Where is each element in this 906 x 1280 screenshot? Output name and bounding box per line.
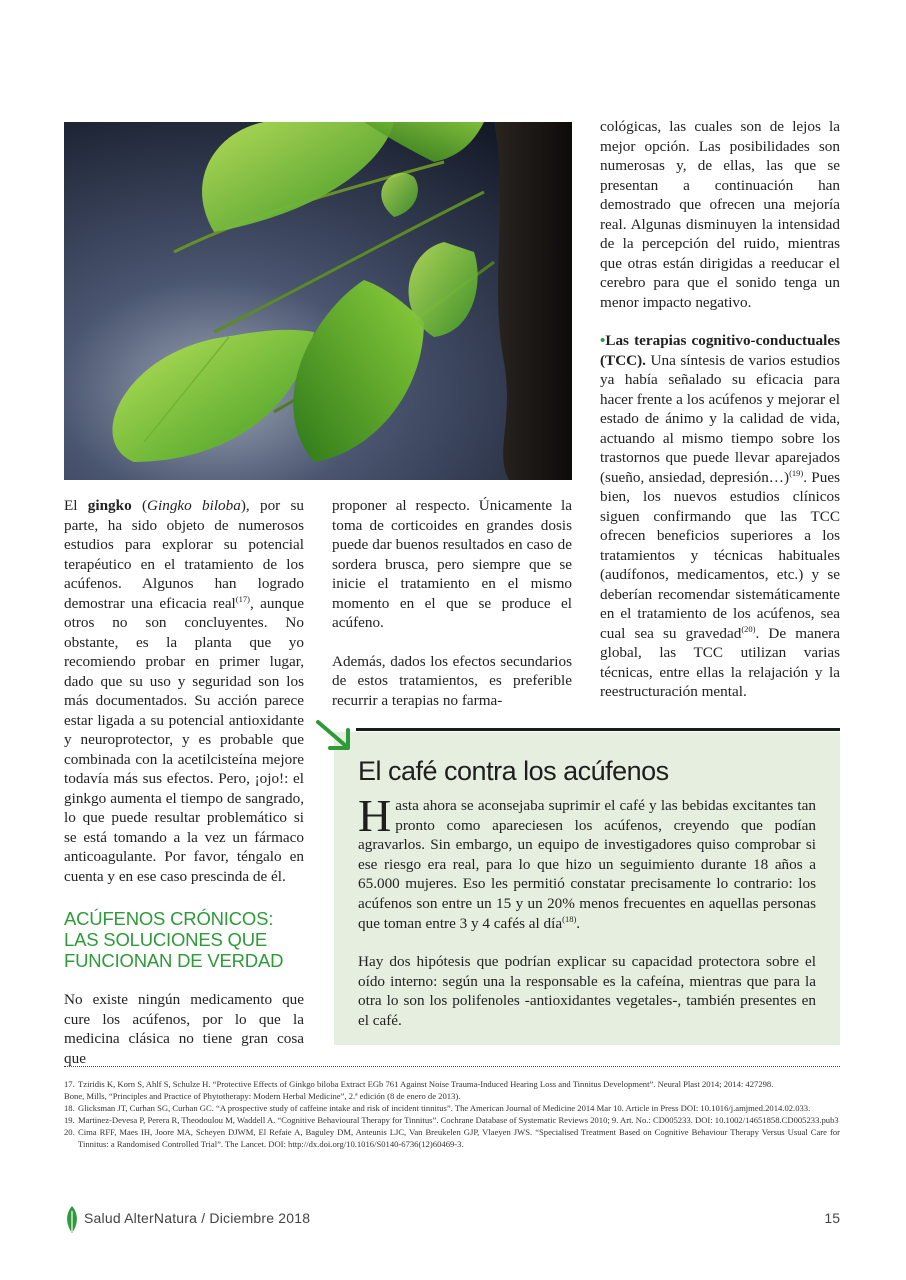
bullet-icon: • [600, 332, 606, 349]
reference-item: Bone, Mills, “Principles and Practice of Phytotherapy: Modern Herbal Medicine”, 2.ª edición (8 de enero de 2013). [64, 1091, 461, 1101]
reference-item: 17. Tziridis K, Korn S, Ahlf S, Schulze H. “Protective Effects of Ginkgo biloba Extract EGb 761 Against Noise Trauma-Induced Hearing Loss and Tinnitus Development”. Neural Plast 2014; 2014: 427298. [64, 1079, 774, 1089]
magazine-name: Salud AlterNatura / Diciembre 2018 [84, 1210, 311, 1226]
no-medication-paragraph: No existe ningún medicamento que cure los acúfenos, por lo que la medicina clásica no tiene gran cosa que [64, 991, 304, 1067]
ginkgo-leaves-illustration [64, 122, 572, 480]
side-effects-paragraph: Además, dados los efectos secundarios de estos tratamientos, es preferible recurrir a terapias no farma- [332, 652, 572, 709]
references-divider [64, 1066, 840, 1067]
reference-item: 18. Glicksman JT, Curhan SG, Curhan GC. “A prospective study of caffeine intake and risk of incident tinnitus”. The American Journal of Medicine 2014 Mar 10. Article in Press DOI: 10.1016/j.amjmed.2014.02.033. [64, 1103, 811, 1113]
reference-item: 19. Martinez-Devesa P, Perera R, Theodoulou M, Waddell A. “Cognitive Behavioural Therapy for Tinnitus”. Cochrane Database of Systematic Reviews 2010; 9. Art. No.: CD005233. DOI: 10.1002/14651858.CD005233.pub3 [64, 1115, 839, 1125]
article-column-2 [332, 496, 572, 710]
reference-17: (17) [235, 593, 250, 604]
drop-cap: H [358, 790, 392, 841]
ginkgo-paragraph: El gingko (Gingko biloba), por su parte, ha sido objeto de numerosos estudios para explorar su potencial terapéutico en el tratamiento de los acúfenos. Algunos han logrado demostrar una eficacia real$^{(17)}$, aunque otros no son concluyentes. No obstante, es la planta que yo recomiendo probar en primer lugar, dado que su uso y seguridad son los más documentados. Su acción parece estar ligada a su potencial antioxidante y neuroprotector, y es probable que combinada con la acetilcisteína mejore todavía más sus efectos. Pero, ¡ojo!: el ginkgo aumenta el tiempo de sangrado, lo que puede resultar problemático si se está tomando a la vez un fármaco anticoagulante. Por favor, téngalo en cuenta y en ese caso prescinda de él. [64, 497, 305, 885]
coffee-study-paragraph: Hasta ahora se aconsejaba suprimir el café y las bebidas excitantes tan pronto como apareciesen los acúfenos, creyendo que podían agravarlos. Sin embargo, un equipo de investigadores quiso comprobar si ese riesgo era real, para lo que hizo un seguimiento durante 18 años a 65.000 mujeres. Eso les permitió constatar precisamente lo contrario: los acúfenos son entre un 15 y un 20% menos frecuentes en aquellas personas que toman entre 3 y 4 cafés al día$^{(18)}$. [358, 790, 816, 932]
ginkgo-leaves-photo [64, 122, 572, 480]
coffee-hypothesis-paragraph: Hay dos hipótesis que podrían explicar su capacidad protectora sobre el oído interno: según una la responsable es la cafeína, mientras que para la otra lo son los polifenoles -antioxidantes vegetales-, también presentes en el café. [358, 953, 816, 1029]
tcc-paragraph: •Las terapias cognitivo-conductuales (TCC). Una síntesis de varios estudios ya había señalado su eficacia para hacer frente a los acúfenos y mejorar el estado de ánimo y la calidad de vida, actuando al mismo tiempo sobre los trastornos que puede llevar aparejados (sueño, ansiedad, depresión…)$^{(19)}$. Pues bien, los nuevos estudios clínicos siguen confirmando que las TCC ofrecen beneficios superiores a los tratamientos y técnicas habituales (audífonos, medicamentos, etc.) y se deberían recomendar sistemáticamente en el tratamiento de los acúfenos, sea cual sea su gravedad$^{(20)}$. De manera global, las TCC utilizan varias técnicas, entre ellas la relajación y la reestructuración mental. [600, 332, 840, 700]
box-top-rule [356, 728, 840, 731]
reference-18: (18) [562, 913, 577, 924]
reference-19: (19) [789, 467, 804, 478]
reference-item: 20. Cima RFF, Maes IH, Joore MA, Scheyen DJWM, El Refaie A, Baguley DM, Anteunis LJC, Van Breukelen GJP, Vlaeyen JWS. “Specialised Treatment Based on Cognitive Behaviour Therapy Versus Usual Care for Tinnitus: a Randomised Controlled Trial”. The Lancet. DOI: http://dx.doi.org/10.1016/S0140-6736(12)60469-3. [64, 1127, 840, 1149]
corticoid-paragraph: proponer al respecto. Únicamente la toma de corticoides en grandes dosis puede dar buenos resultados en caso de sordera brusca, pero siempre que se inicie el tratamiento en el mismo momento en el que se produce el acúfeno. [332, 497, 572, 631]
reference-20: (20) [741, 623, 756, 634]
references-list [64, 1078, 840, 1150]
box-body [358, 790, 816, 1031]
arrow-down-right-icon [312, 716, 356, 754]
page-number: 15 [824, 1210, 840, 1226]
box-title: El café contra los acúfenos [358, 756, 669, 786]
article-column-3 [600, 117, 840, 702]
leaf-logo-icon [64, 1205, 80, 1235]
non-pharma-paragraph: cológicas, las cuales son de lejos la mejor opción. Las posibilidades son numerosas y, de ellas, las que se presentan a continuación han demostrado que ofrecen una mejoría real. Algunas disminuyen la intensidad de la percepción del ruido, mientras que otras están dirigidas a reeducar el cerebro para que el sonido tenga un menor impacto negativo. [600, 118, 840, 311]
section-heading: ACÚFENOS CRÓNICOS: LAS SOLUCIONES QUE FUNCIONAN DE VERDAD [64, 908, 284, 971]
article-column-1 [64, 496, 304, 1068]
